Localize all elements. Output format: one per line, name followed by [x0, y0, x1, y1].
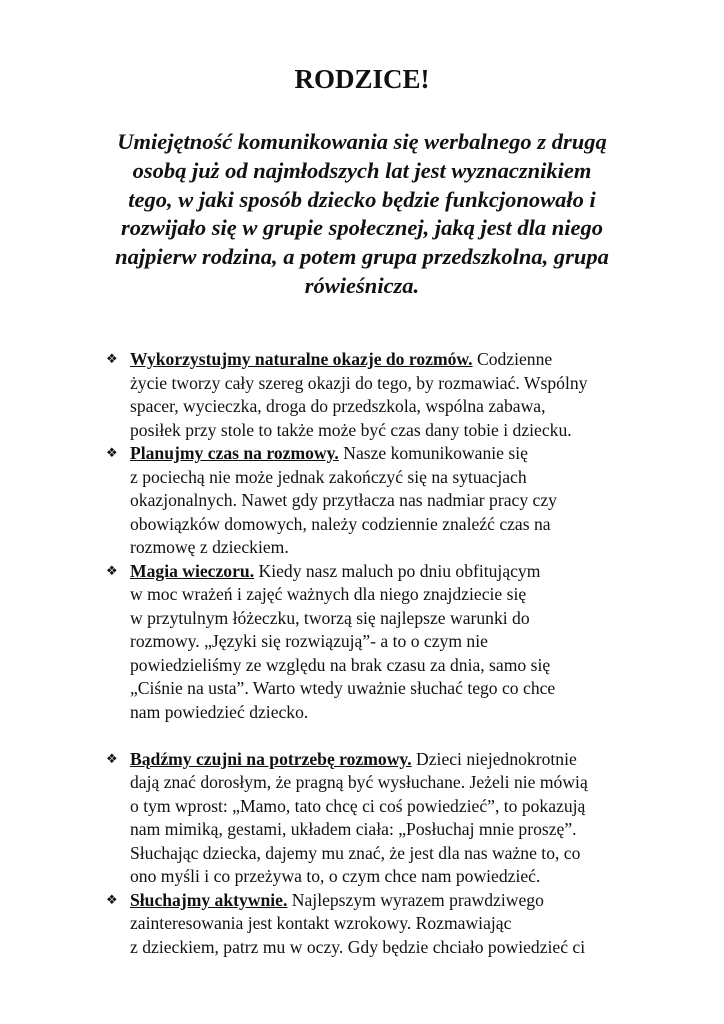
item-line: zainteresowania jest kontakt wzrokowy. Rozmawiając — [130, 913, 512, 933]
diamond-dots-icon: ❖ — [106, 352, 118, 367]
item-text: Najlepszym wyrazem prawdziwego — [287, 889, 544, 910]
item-heading: Bądźmy czujni na potrzebę rozmowy. — [130, 748, 412, 769]
page-title: RODZICE! — [294, 64, 430, 94]
item-line: w przytulnym łóżeczku, tworzą się najlepsze warunki do — [130, 607, 530, 628]
item-line: „Ciśnie na usta”. Warto wtedy uważnie słuchać tego co chce — [130, 678, 556, 698]
item-line: nam mimiką, gestami, układem ciała: „Posłuchaj mnie proszę”. — [130, 819, 577, 839]
list-item — [0, 348, 644, 442]
item-heading: Planujmy czas na rozmowy. — [130, 443, 339, 463]
item-line: życie tworzy cały szereg okazji do tego, by rozmawiać. Wspólny — [130, 372, 588, 393]
item-first-line — [130, 560, 644, 584]
item-line: ono myśli i co przeżywa to, o czym chce nam powiedzieć. — [130, 866, 541, 886]
diamond-dots-icon: ❖ — [106, 446, 118, 461]
item-text: Dzieci niejednokrotnie — [411, 748, 577, 769]
item-first-line — [130, 748, 644, 772]
item-line: obowiązków domowych, należy codziennie znaleźć czas na — [130, 513, 551, 534]
item-heading: Magia wieczoru. — [130, 560, 255, 581]
list-item — [0, 560, 644, 725]
item-line: z dzieckiem, patrz mu w oczy. Gdy będzie chciało powiedzieć ci — [130, 936, 586, 957]
item-text: Codzienne — [472, 349, 553, 369]
item-line: nam powiedzieć dziecko. — [130, 701, 309, 722]
intro-paragraph — [90, 128, 634, 301]
item-text: Kiedy nasz maluch po dniu obfitującym — [254, 560, 541, 581]
diamond-dots-icon: ❖ — [106, 751, 118, 767]
item-heading: Wykorzystujmy naturalne okazje do rozmów. — [130, 349, 473, 369]
item-line: powiedzieliśmy ze względu na brak czasu za dnia, samo się — [130, 654, 551, 675]
diamond-dots-icon: ❖ — [106, 563, 118, 579]
item-line: z pociechą nie może jednak zakończyć się na sytuacjach — [130, 466, 527, 487]
item-line: Słuchając dziecka, dajemy mu znać, że jest dla nas ważne to, co — [130, 842, 581, 863]
list-item — [0, 442, 644, 560]
tips-list — [0, 348, 724, 959]
intro-line: Umiejętność komunikowania się werbalnego z drugą — [117, 129, 607, 154]
item-line: rozmowy. „Języki się rozwiązują”- a to o czym nie — [130, 631, 488, 651]
list-item — [0, 889, 644, 960]
intro-line: najpierw rodzina, a potem grupa przedszkolna, grupa — [115, 244, 609, 270]
item-first-line — [130, 889, 644, 913]
intro-line: rozwijało się w grupie społecznej, jaką jest dla niego — [121, 215, 603, 241]
diamond-dots-icon: ❖ — [106, 892, 118, 908]
intro-line: rówieśnicza. — [304, 272, 420, 298]
item-first-line — [130, 348, 644, 372]
item-line: dają znać dorosłym, że pragną być wysłuchane. Jeżeli nie mówią — [130, 772, 588, 792]
item-text: Nasze komunikowanie się — [338, 443, 528, 463]
item-line: w moc wrażeń i zajęć ważnych dla niego znajdziecie się — [130, 584, 527, 604]
intro-line: tego, w jaki sposób dziecko będzie funkcjonowało i — [128, 186, 596, 212]
item-line: spacer, wycieczka, droga do przedszkola, wspólna zabawa, — [130, 396, 546, 416]
list-item — [0, 748, 644, 889]
intro-line: osobą już od najmłodszych lat jest wyznacznikiem — [132, 157, 592, 183]
item-heading: Słuchajmy aktywnie. — [130, 889, 288, 910]
item-line: okazjonalnych. Nawet gdy przytłacza nas nadmiar pracy czy — [130, 490, 557, 510]
item-line: o tym wprost: „Mamo, tato chcę ci coś powiedzieć”, to pokazują — [130, 795, 586, 816]
item-line: rozmowę z dzieckiem. — [130, 537, 289, 557]
item-line: posiłek przy stole to także może być czas dany tobie i dziecku. — [130, 419, 572, 440]
item-first-line — [130, 442, 644, 466]
